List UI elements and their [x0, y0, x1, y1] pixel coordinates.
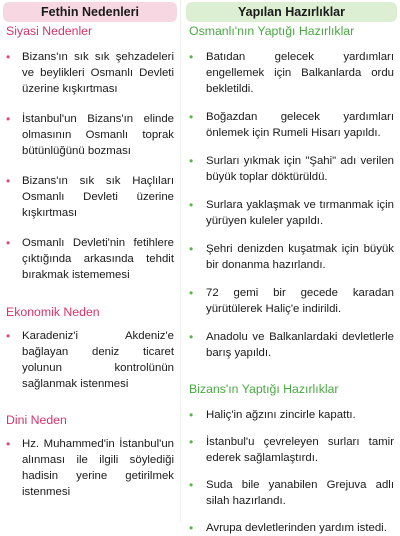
bullet-icon: • — [6, 236, 11, 250]
right-column — [183, 0, 400, 535]
bullet-icon: • — [6, 329, 11, 343]
list-item: • Haliç'in ağzını zincirle kapattı. — [189, 408, 356, 422]
bullet-icon: • — [189, 242, 194, 256]
list-item: • Hz. Muhammed'in İstanbul'un alınması ile ilgili söylediği hadisin yerine getirilmek istenmesi — [6, 437, 174, 498]
right-column-header: Yapılan Hazırlıklar — [186, 2, 397, 22]
list-dini — [0, 436, 180, 500]
list-item: • Bizans'ın sık sık Haçlıları Osmanlı Devleti üzerine kışkırtması — [6, 174, 174, 219]
bullet-icon: • — [189, 198, 194, 212]
list-ekonomik — [0, 328, 180, 392]
list-bizans — [183, 407, 400, 536]
column-divider — [180, 0, 181, 522]
list-item: • Osmanlı Devleti'nin fetihlere çıktığında arkasında tehdit bırakmak istememesi — [6, 236, 174, 281]
section-title-siyasi: Siyasi Nedenler — [6, 24, 93, 38]
list-item: • 72 gemi bir gecede karadan yürütülerek Haliç'e indirildi. — [189, 286, 394, 315]
bullet-icon: • — [6, 437, 11, 451]
list-item: • Surları yıkmak için "Şahi" adı verilen büyük toplar döktürüldü. — [189, 154, 394, 183]
list-item: • Avrupa devletlerinden yardım istedi. — [189, 521, 387, 535]
bullet-icon: • — [189, 286, 194, 300]
list-item: • Boğazdan gelecek yardımları önlemek için Rumeli Hisarı yapıldı. — [189, 110, 394, 139]
bullet-icon: • — [6, 112, 11, 126]
list-item: • Bizans'ın sık sık şehzadeleri ve beylikleri Osmanlı Devleti üzerine kışkırtması — [6, 50, 174, 95]
left-column-header: Fethin Nedenleri — [3, 2, 177, 22]
list-item: • İstanbul'un Bizans'ın elinde olmasının Osmanlı toprak bütünlüğünü bozması — [6, 112, 174, 157]
bullet-icon: • — [189, 521, 194, 535]
list-item: • Suda bile yanabilen Grejuva adlı silah hazırlandı. — [189, 478, 394, 507]
bullet-icon: • — [189, 478, 194, 492]
bullet-icon: • — [189, 110, 194, 124]
list-item: • Surlara yaklaşmak ve tırmanmak için yürüyen kuleler yapıldı. — [189, 198, 394, 227]
section-title-dini: Dini Neden — [6, 413, 67, 427]
section-title-bizans: Bizans'ın Yaptığı Hazırlıklar — [189, 382, 339, 396]
list-siyasi — [0, 49, 180, 283]
list-item: • İstanbul'u çevreleyen surları tamir ederek sağlamlaştırdı. — [189, 435, 394, 464]
bullet-icon: • — [189, 154, 194, 168]
section-title-osmanli: Osmanlı'nın Yaptığı Hazırlıklar — [189, 24, 355, 38]
list-osmanli — [183, 49, 400, 361]
section-title-ekonomik: Ekonomik Neden — [6, 305, 100, 319]
bullet-icon: • — [6, 50, 11, 64]
bullet-icon: • — [189, 50, 194, 64]
bullet-icon: • — [189, 330, 194, 344]
bullet-icon: • — [6, 174, 11, 188]
bullet-icon: • — [189, 408, 194, 422]
list-item: • Şehri denizden kuşatmak için büyük bir donanma hazırlandı. — [189, 242, 394, 271]
bullet-icon: • — [189, 435, 194, 449]
list-item: • Anadolu ve Balkanlardaki devletlerle barış yapıldı. — [189, 330, 394, 359]
list-item: • Batıdan gelecek yardımları engellemek için Balkanlarda ordu bekletildi. — [189, 50, 394, 95]
list-item: • Karadeniz'i Akdeniz'e bağlayan deniz ticaret yolunun kontrolünün sağlanmak istenmesi — [6, 329, 174, 390]
left-column — [0, 0, 180, 522]
